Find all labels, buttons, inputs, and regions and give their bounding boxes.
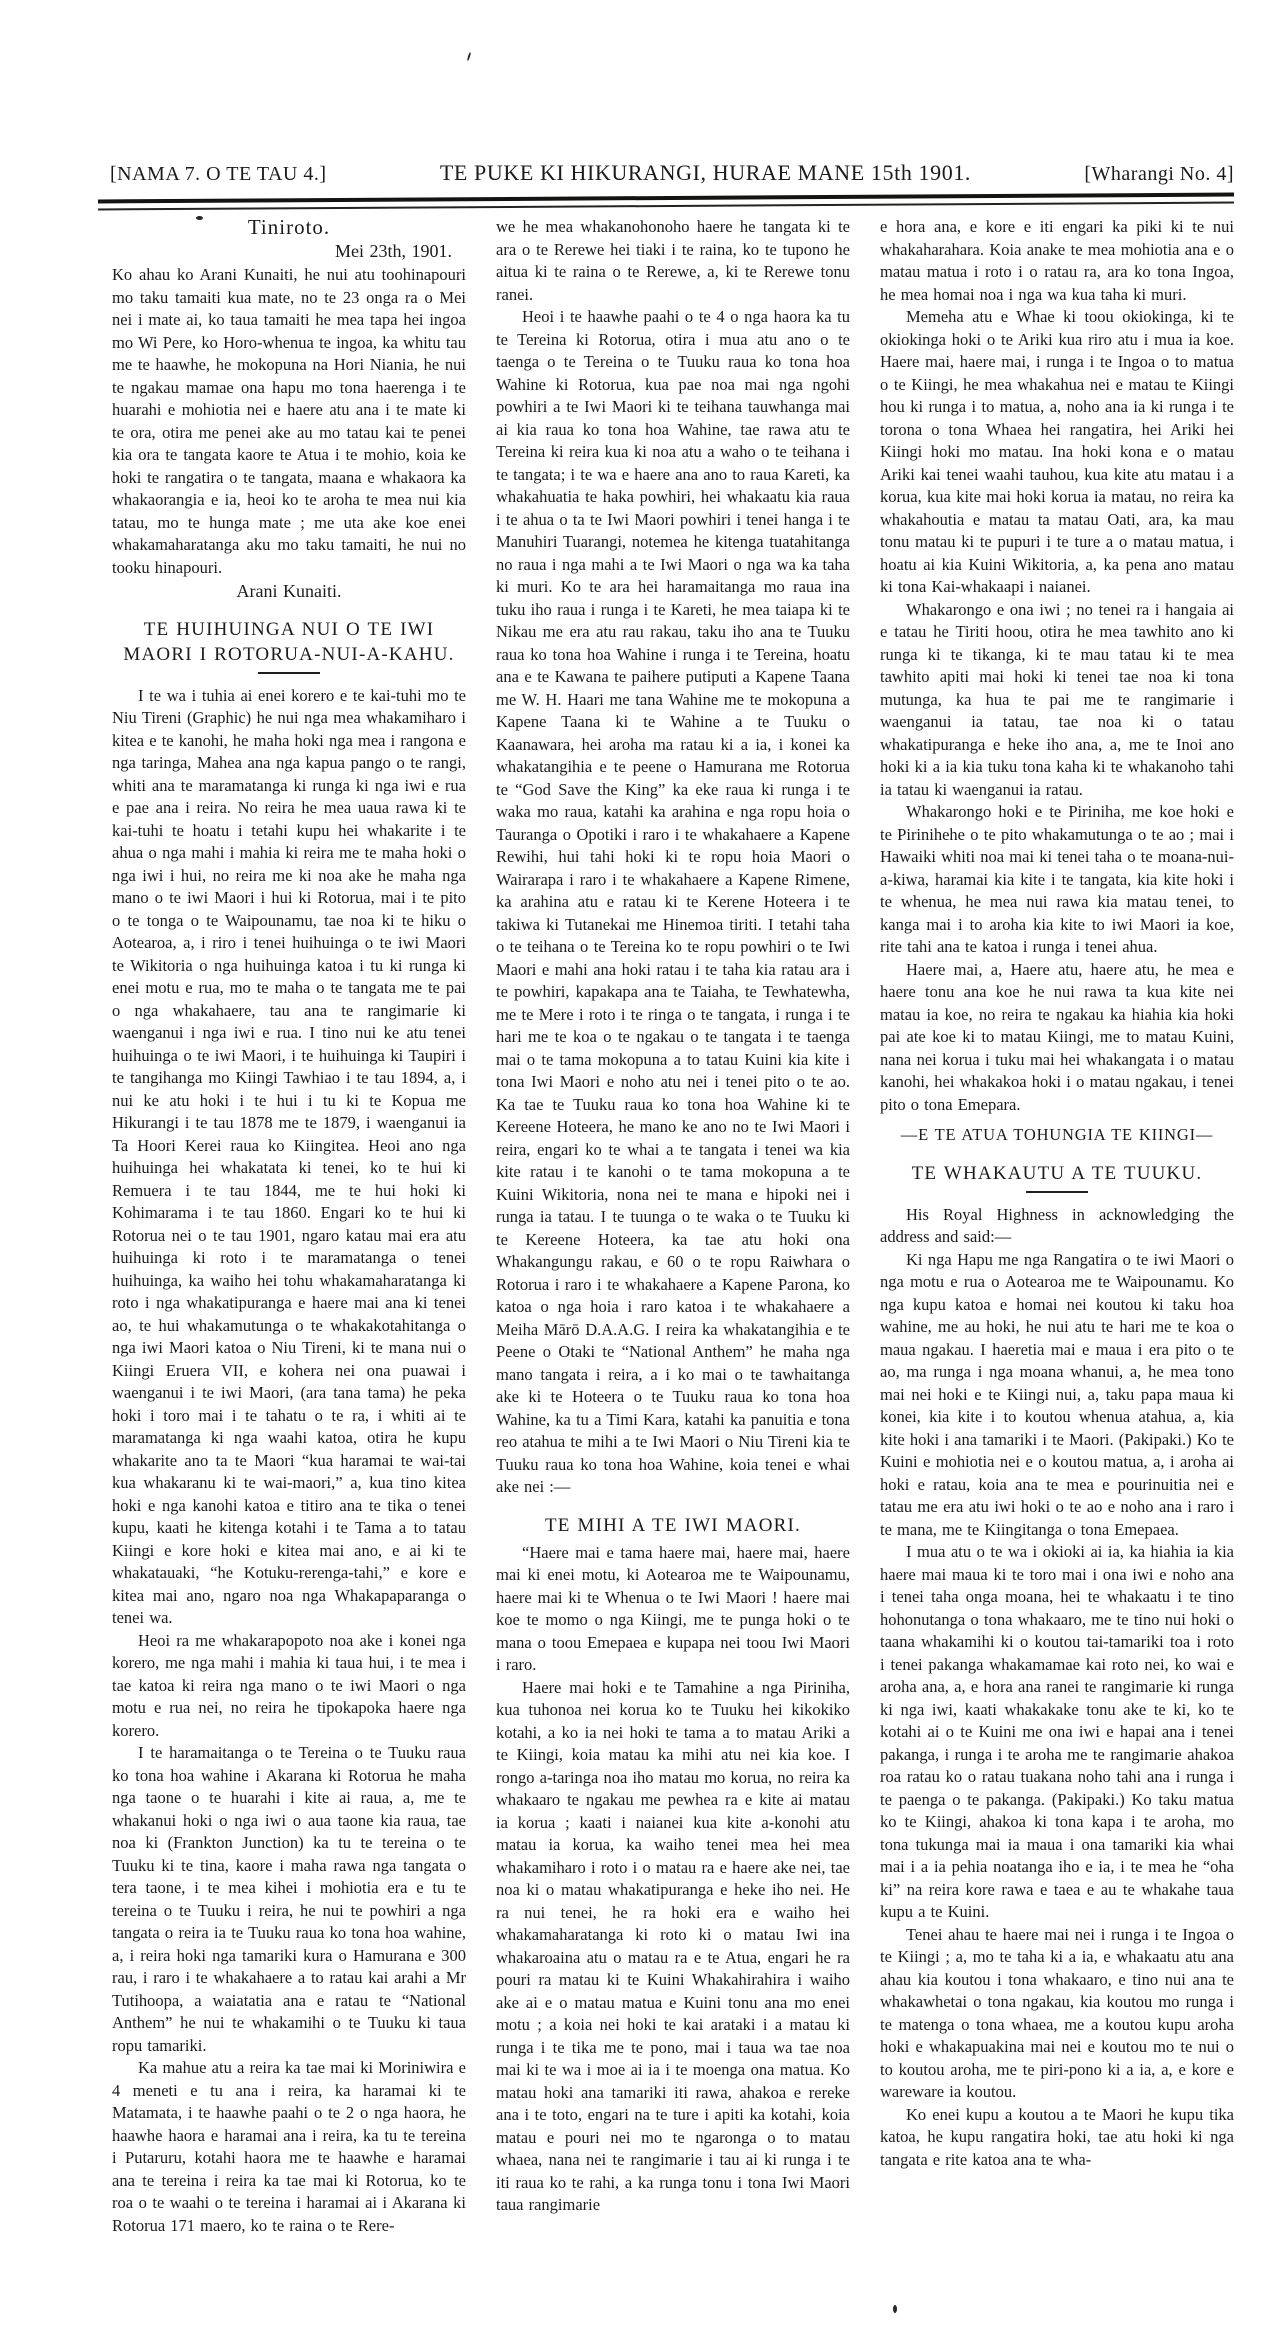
article-paragraph: we he mea whakanohonoho haere he tangata ki te ara o te Rerewe hei tiaki i te raina, ko te tupono he aitua ki te raina o te Rerewe, a, ki te Rerewe tonu ranei. — [496, 217, 850, 304]
article-paragraph: Heoi i te haawhe paahi o te 4 o nga haora ka tu te Tereina ki Rotorua, otira i mua atu ano o te taenga o te Tereina o te Tuuku raua ko tona hoa Wahine ki Rotorua, kua pae noa mai nga ngohi powhiri a te Iwi Maori ki te teihana tauwhanga mai ai kia raua ko tona hoa Wahine, tae rawa atu te Tereina ki reira kua ki noa atu a waho o te teihana i te tangata; i te wa e haere ana ano to raua Kareti, ka whakahuatia te haka powhiri, hei whakaatu kia raua i te ahua o ta te Iwi Maori powhiri i tenei hanga i te Manuhiri Tuarangi, notemea he kitenga tuatahitanga no raua i nga mahi a te Iwi Maori o nga wa ka taha ki muri. Ko te ara hei haramaitanga mo raua ina tuku iho raua i runga i te Kareti, he mea taiapa ki te Nikau me era atu rau rakau, taku iho ana te Tuuku raua ko tona hoa Wahine i runga i te Tereina, hoatu ana e te Kawana te paihere putiputi a Kapene Taana me W. H. Haari me tana Wahine me te mokopuna a Kapene Taana ki te Wahine a te Tuuku o Kaanawara, hei aroha ma ratau ki a ia, i konei ka whakatangihia e te peene o Hamurana me Rotorua te “God Save the King” ka eke raua ki runga i te waka mo raua, katahi ka arahina e nga ropu hoia o Tauranga o Opotiki i raro i te whakahaere a Kapene Rewihi, hui tahi hoki ki te ropu hoia Maori o Wairarapa i raro i te whakahaere a Kapene Rimene, ka arahina atu e ratau ki te Kerene Hoteera i te takiwa ki Tutanekai me Hinemoa tiriti. I tetahi taha o te teihana o te Tereina ko te ropu powhiri o te Iwi Maori e mahi ana hoki ratau i te taha kia ratau ara i te powhiri, kapakapa ana te Taiaha, te Tewhatewha, me te Mere i roto i te ringa o te tangata, i runga i te hari me te koa o te ngakau o te tangata i te taenga mai o te tama mokopuna a to tatau Kuini kia kite i tona Iwi Maori e noho atu nei i tenei pito o te ao. Ka tae te Tuuku raua ko tona hoa Wahine ki te Kereene Hoteera, he mano ke ano no te Iwi Maori i reira, engari ko te whai a te tangata i tenei wa kia kite ratau i te kanohi o te tama mokopuna a te Kuini Wikitoria, nona nei te mana e hipoki nei i runga ia tatau. I te tuunga o te waka o te Tuuku ki te Kereene Hoteera, ka tae atu hoki ona Whakangungu rakau, e 60 o te ropu Raiwhara o Rotorua i raro i te whakahaere a Kapene Parona, ko katoa o nga hoia i raro katoa i te whakahaere a Meiha Mārō D.A.A.G. I reira ka whakatangihia e te Peene o Otaki te “National Anthem” he maha nga mano tangata i reira, a i ko mai o te tawhaitanga ake ki te Hoteera o te Tuuku raua ko tona hoa Wahine, ka tu a Timi Kara, katahi ka panuitia e tona reo atahua te mihi a te Iwi Maori o Niu Tireni kia te Tuuku raua ko tona hoa Wahine, koia tenei e whai ake nei :— — [496, 307, 850, 1496]
article-paragraph: “Haere mai e tama haere mai, haere mai, haere mai ki enei motu, ki Aotearoa me te Waipounamu, haere mai ki te Whenua o te Iwi Maori ! haere mai koe te momo o nga Kiingi, me te punga hoki o te mana o toou Emepaea e kupapa nei toou Iwi Maori i raro. — [496, 1542, 850, 1674]
column-2 — [496, 216, 850, 2237]
article-paragraph: I te wa i tuhia ai enei korero e te kai-tuhi mo te Niu Tireni (Graphic) he nui nga mea whakamiharo i kitea e te kanohi, he maha hoki nga mea i rangona e nga taringa, Mahea ana nga kapua pango o te rangi, whiti ana te maramatanga ki runga ki nga iwi e rua e pae ana i reira. No reira he mea uaua rawa ki te kai-tuhi te hoatu i tetahi kupu hei whakarite i te ahua o nga mahi i mahia ki reira me te maha hoki o nga iwi i hui, no reira me ki noa ake he maha nga mano o te iwi Maori i hui ki Rotorua, mai i te pito o te tonga o te Waipounamu, tae noa ki te hiku o Aotearoa, a, i riro i tenei huihuinga o te iwi Maori te Wikitoria o nga huihuinga katoa i tu ki runga ki enei motu e rua, mo te maha o te tangata me te pai o nga whakahaere, tau ana te rangimarie ki waenganui i nga iwi e rua. I tino nui ke atu tenei huihuinga o te iwi Maori, i te huihuinga ki Taupiri i te tangihanga mo Kiingi Tawhiao i te tau 1894, a, i nui ke atu hoki i te hui i tu ki te Kopua me Hikurangi i te tau 1878 me te 1879, i waenganui ia Ta Hoori Kerei raua ko Kiingitea. Heoi ano nga huihuinga hei whakatata ki tenei, ko te hui ki Remuera i te tau 1844, me te hui hoki ki Kohimarama i te tau 1860. Engari ko te hui ki Rotorua nei o te tau 1901, ngaro katau mai era atu huihuinga ki roto i te maramatanga o tenei huihuinga, ka waiho hei tohu whakamaharatanga ki roto i nga whakatipuranga e haere mai ana ki tenei ao, te hui whakamutunga o te whakakotahitanga o nga iwi Maori katoa o Niu Tireni, ki te mana nui o Kiingi Eruera VII, e kohera nei ona puawai i waenganui i te iwi Maori, (ara tana tama) he peka hoki i toro mai i te tahatu o te ra, i whiti ai te maramatanga ki nga waahi katoa, otira he kupu whakarite ano ta te Maori “kua haramai te wai-tai kua whakaranu ki te wai-maori,” a, kua tino kitea hoki e nga kanohi katoa e titiro ana te tika o tenei kupu, kaati he kitenga kotahi i te Tama a to tatau Kiingi e kore hoki e kitea mai ano, e ai ki te whakatauaki, “he Kotuku-rerenga-tahi,” e kore e kitea mai ano, ngaro noa nga Whakapaparanga o tenei wa. — [112, 685, 466, 1627]
masthead-double-rule — [98, 193, 1234, 211]
heading-rule — [258, 672, 320, 674]
article-paragraph: e hora ana, e kore e iti engari ka piki ki te nui whakaharahara. Koia anake te mea mohiotia ana e o matau matua i roto i o ratau ra, ara ko tona Ingoa, he mea homai noa i nga wa kua taha ki muri. — [880, 217, 1234, 304]
column-3 — [880, 216, 1234, 2237]
article-paragraph: Haere mai, a, Haere atu, haere atu, he mea e haere tonu ana koe he nui rawa ta kua kite nei matau ia koe, no reira te ngakau ka hiahia kia hoki pai ate koe ki to matau Kiingi, me to matau Kuini, nana nei korua i tuku mai hei whakangata i o matau kanohi, hei whakakoa hoki i o matau ngakau, i tenei pito o tona Emepara. — [880, 959, 1234, 1114]
scan-speck — [893, 2305, 897, 2313]
article-paragraph: His Royal Highness in acknowledging the address and said:— — [880, 1204, 1234, 1246]
signature: Arani Kunaiti. — [236, 581, 342, 601]
article-title: Tiniroto. — [247, 215, 331, 239]
article-paragraph: Whakarongo hoki e te Piriniha, me koe hoki e te Pirinihehe o te pito whakamutunga o te ao ; mai i Hawaiki whiti noa mai ki tenei taha o te moana-nui-a-kiwa, haramai kia kite i te tangata, kia kite hoki i te whenua, he mea nui rawa kia matau tenei, to kanga mai i to aroha kia kite to iwi Maori ia koe, rite tahi ana te katoa i runga i tenei ahua. — [880, 802, 1234, 956]
issue-number: [NAMA 7. O TE TAU 4.] — [110, 163, 327, 185]
article-paragraph: Tenei ahau te haere mai nei i runga i te Ingoa o te Kiingi ; a, mo te taha ki a ia, e whakaatu atu ana ahau kia koutou i tona whakaaro, e tino nui ana te whakawhetai o tona ngakau, kia koutou mo runga i te matenga o tona whaea, me a koutou kupu aroha hoki e whakapuakina mai nei e koutou mo te nui o to koutou aroha, me te piri-pono ki a ia, a, e kore e wareware ia koutou. — [880, 1924, 1234, 2101]
article-paragraph: I mua atu o te wa i okioki ai ia, ka hiahia ia kia haere mai maua ki te toro mai i ona iwi e noho ana i tenei taha onga moana, hei te whakaatu i te tino hohonutanga o tona whakaaro, me te tino nui hoki o taana whakamihi ki o koutou tai-tamariki toa i roto i tenei pakanga whakamamae kai roto nei, ko wai e aroha ana, a, e hora ana ranei te rangimarie ki runga ki nga iwi, kaati whakakake tonu ake te ki, ko te kotahi ai o te Kuini me ona iwi e hapai ana i tenei pakanga, i runga i te aroha me te rangimarie ahakoa roa ratau ko o ratau tuakana noho tahi ana i runga i te paenga o te pakanga. (Pakipaki.) Ko taku matua ko te Kiingi, ahakoa ki tona kapa i te aroha, mo tona tukunga mai ia maua i ona tamariki kia whai mai i a ia pehia noatanga iho e ia, i te mea he “oha ki” na reira kore rawa e taea e au te whakahe taua kupu a te Kuini. — [880, 1542, 1234, 1921]
article-paragraph: Ko ahau ko Arani Kunaiti, he nui atu toohinapouri mo taku tamaiti kua mate, no te 23 onga ra o Mei nei i mate ai, ko taua tamaiti he mea tapa hei ingoa mo Wi Pere, ko Horo-whenua te ingoa, ka whitu tau me te haawhe, he mokopuna na Hori Niania, he nui te ngakau mamae ona hapu mo tona haerenga i te huarahi e mohiotia nei e haere atu ana i te mate ki te ora, otira me penei ake au mo tatau kai te penei kia ora te tangata kaore te Atua i te mohio, koia ke hoki te rangatira o te tangata, maana e whakaora ka whakaorangia e ia, heoi ko te aroha te mea nui kia tatau, mo te hunga mate ; me uta ake koe enei whakamaharatanga aku mo taku tamaiti, he nui no tooku hinapouri. — [112, 265, 466, 577]
article-paragraph: Haere mai hoki e te Tamahine a nga Piriniha, kua tuhonoa nei korua ko te Tuuku hei kikokiko kotahi, a ko ia nei hoki te tama a to matau Ariki a te Kiingi, koia matau ka mihi atu nei kia koe. I rongo a-taringa noa iho matau mo korua, no reira ka whakaaro te ngakau me pewhea ra e kite ai matau ia korua ; kaati i naianei kua kite a-konohi atu matau ia korua, ka waiho tenei mea hei mea whakamiharo i roto i o matau ra e haere ake nei, tae noa ki o matau whakatipuranga e heke iho nei. He ra nui tenei, he ra hoki era e waiho hei whakamaharatanga ki roto ki o matau Iwi ina whakaroaina atu o matau ra e te Atua, engari he ra pouri ra matau ki te Kuini Whakahirahira i waiho ake ai e o matau matua e Kuini tonu ana mo enei motu ; a koia nei hoki te kai arataki i a matau ki runga i te tika me te pono, mai i taua wa tae noa mai ki te wa i moe ai ia i te moenga ona matua. Ko matau hoki ana tamariki iti rawa, ahakoa e rereke ana i te toto, engari na te ture i apiti ka kotahi, koia matau e pouri nei mo te ngaronga o to matau whaea, nana nei te rangimarie i tau ai ki runga i te iti raua ko te rahi, a ka runga tonu i tona Iwi Maori taua rangimarie — [496, 1677, 850, 2214]
section-heading: TE HUIHUINGA NUI O TE IWI MAORI I ROTORUA-NUI-A-KAHU. — [123, 618, 455, 665]
article-paragraph: Heoi ra me whakarapopoto noa ake i konei nga korero, me nga mahi i mahia ki taua hui, i te mea i tae katoa ki reira nga mano o te iwi Maori o nga motu e rua nei, no reira he tipokapoka haere nga korero. — [112, 1630, 466, 1740]
article-paragraph: I te haramaitanga o te Tereina o te Tuuku raua ko tona hoa wahine i Akarana ki Rotorua he maha nga taone o te huarahi i kite ai raua, a, me te whakanui hoki o nga iwi o aua taone kia raua, tae noa ki (Frankton Junction) ka tu te tereina o te Tuuku ki te tina, kaore i maha rawa nga tangata o tera taone, i te mea kihei i mohiotia era e tu te tereina o te Tuuku i reira, he nui te powhiri a nga tangata o reira ia te Tuuku raua ko tona hoa wahine, a, i reira hoki nga tamariki kura o Hamurana e 300 rau, i raro i te whakahaere a to ratau kai arahi a Mr Tutihoopa, a waiatatia ana e ratau te “National Anthem” he nui te whakamihi o te Tuuku ki taua ropu tamariki. — [112, 1743, 466, 2055]
page-number: [Wharangi No. 4] — [1084, 163, 1234, 185]
column-1 — [112, 216, 466, 2237]
section-heading: TE MIHI A TE IWI MAORI. — [545, 1514, 801, 1536]
heading-rule — [1026, 1191, 1088, 1193]
newspaper-title: TE PUKE KI HIKURANGI, HURAE MANE 15th 1901. — [439, 160, 972, 185]
section-heading: TE WHAKAUTU A TE TUUKU. — [911, 1162, 1203, 1184]
page-body — [112, 216, 1234, 2237]
article-paragraph: Ka mahue atu a reira ka tae mai ki Moriniwira e 4 meneti e tu ana i reira, ka haramai ki te Matamata, i te haawhe paahi o te 2 o nga haora, he haawhe haora e haramai ana i reira, ka tu te tereina i Putaruru, kotahi haora me te haawhe e haramai ana te tereina i reira ka tae mai ki Rotorua, ko te roa o te waahi o te tereina i haramai ai i Akarana ki Rotorua 171 maero, ko te raina o te Rere- — [112, 2058, 466, 2235]
article-paragraph: Whakarongo e ona iwi ; no tenei ra i hangaia ai e tatau he Tiriti hoou, otira he mea tawhito ano ki runga ki te tikanga, ki te mau tatau ki te mea tawhito apiti mai hoki ki tenei tae noa ki tona mutunga, ka hua te pai me te rangimarie i waenganui ia tatau, tae noa ki o tatau whakatipuranga e heke iho ana, a, me te Inoi ano hoki ki a ia kia tuku tona kaha ki te whakanoho tahi ia tatau ki waenganui ia ratau. — [880, 599, 1234, 799]
masthead — [110, 160, 1234, 186]
dateline: Mei 23th, 1901. — [335, 240, 452, 261]
blessing-line: —E TE ATUA TOHUNGIA TE KIINGI— — [900, 1125, 1214, 1144]
scan-speck — [467, 52, 472, 61]
article-paragraph: Memeha atu e Whae ki toou okiokinga, ki te okiokinga hoki o te Ariki kua riro atu i mua ia koe. Haere mai, haere mai, i runga i te Ingoa o to matua o te Kiingi, he mea whakahua nei e matau te Kiingi hou ki runga i to matua, a, noho ana ia ki runga i te torona o tona Whaea hei rangatira, hei Ariki hei Kiingi hoki mo matau. Ina hoki kona e o matau Ariki kai tenei waahi tauhou, kua kite atu matau i a korua, kua kite mai hoki korua ia matau, no reira ka whakahoutia e matau ta matau Oati, ara, ka mau tonu matau ki te pupuri i te ture a o matau matua, i hoatu ai kia Kuini Wikitoria, a, ka pena ano matau ki tona Kai-whakaapi i naianei. — [880, 307, 1234, 596]
article-paragraph: Ki nga Hapu me nga Rangatira o te iwi Maori o nga motu e rua o Aotearoa me te Waipounamu. Ko nga kupu katoa e homai nei koutou ki taku hoa wahine, me au hoki, he nui atu te hari me te koa o maua ngakau. I haeretia mai e maua i era pito o te ao, ma runga i nga moana whanui, a, he mea tono mai nei hoki e te Kiingi nui, a, taku papa maua ki konei, kia kite i to koutou whenua atahua, a, kia kite hoki i ana tamariki i te Maori. (Pakipaki.) Ko te Kuini e mohiotia nei e o koutou matua, a, i aroha ai hoki e ratau, koia ana te mea e pourinuitia nei e tatau me era atu iwi hoki o te ao e noho ana i raro i te mana, me te Kiingitanga o tona Emepaea. — [880, 1249, 1234, 1539]
article-paragraph: Ko enei kupu a koutou a te Maori he kupu tika katoa, he kupu rangatira hoki, tae atu hoki ki nga tangata e rite katoa ana te wha- — [880, 2104, 1234, 2169]
